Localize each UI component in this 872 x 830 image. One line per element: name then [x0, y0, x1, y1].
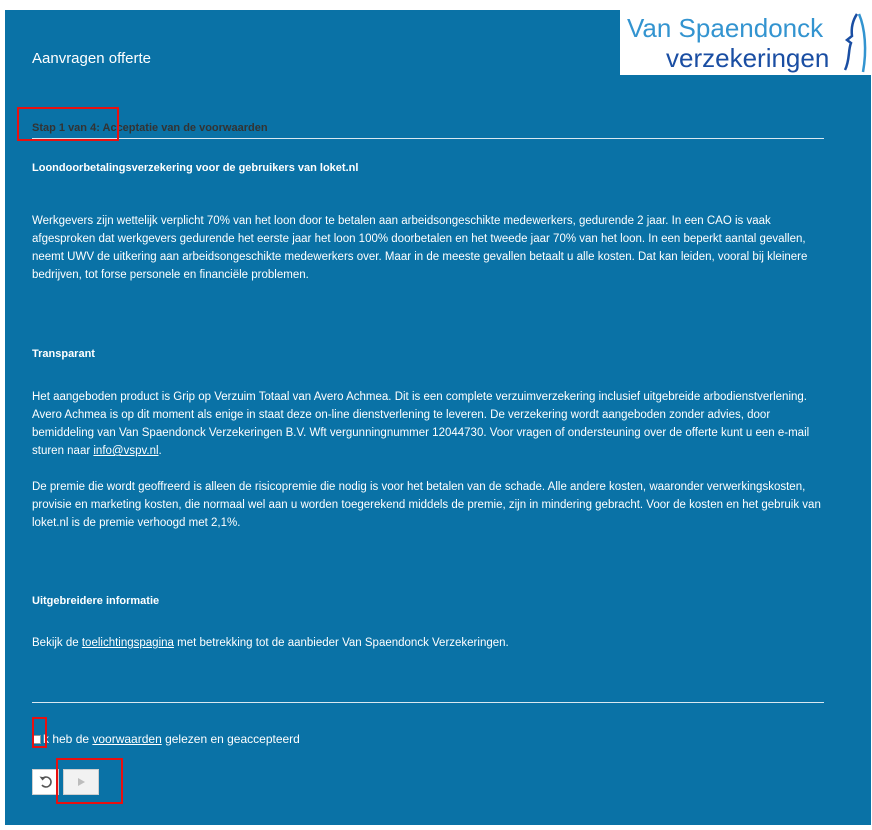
- terms-row: [32, 732, 300, 746]
- explanation-page-link[interactable]: toelichtingspagina: [81, 637, 174, 649]
- logo-line2: verzekeringen: [666, 43, 830, 73]
- back-button[interactable]: [32, 769, 59, 795]
- highlight-step: [17, 107, 119, 141]
- divider-bottom: [32, 702, 824, 703]
- step-indicator: Stap 1 van 4: Acceptatie van de voorwaarden: [32, 122, 268, 134]
- transparant-text-1: Het aangeboden product is Grip op Verzuim Totaal van Avero Achmea. Dit is een complete verzuimverzekering inclusief uitgebreide arbodienstverlening. Avero Achmea is op dit moment als enige in staat deze on-line dienstverlening te leveren. De verzekering wordt aangeboden zonder advies, door bemiddeling van Van Spaendonck Verzekeringen B.V. Wft vergunningnummer 12044730. Voor vragen of ondersteuning over de offerte kunt u een e-mail sturen naar: [32, 391, 810, 457]
- highlight-next-button: [56, 758, 123, 804]
- transparant-heading: Transparant: [32, 348, 95, 360]
- logo-line1: Van Spaendonck: [627, 13, 824, 43]
- info-paragraph: [32, 634, 832, 652]
- info-heading: Uitgebreidere informatie: [32, 595, 160, 607]
- profile-face-icon: [841, 10, 871, 75]
- terms-label-after: gelezen en geaccepteerd: [161, 732, 300, 746]
- transparant-paragraph-2: De premie die wordt geoffreerd is alleen de risicopremie die nodig is voor het betalen van de schade. Alle andere kosten, waaronder verwerkingskosten, provisie en marketing kosten, die normaal wel aan u worden toegerekend middels de premie, zijn in mindering gebracht. Voor de kosten en het gebruik van loket.nl is de premie verhoogd met 2,1%.: [32, 481, 821, 529]
- info-text-after: met betrekking tot de aanbieder Van Spaendonck Verzekeringen.: [173, 637, 509, 649]
- logo: [620, 10, 871, 75]
- intro-heading: Loondoorbetalingsverzekering voor de gebruikers van loket.nl: [32, 162, 359, 174]
- undo-icon: [39, 775, 53, 789]
- terms-link[interactable]: voorwaarden: [92, 732, 162, 746]
- transparant-paragraph-1: [32, 388, 832, 460]
- transparant-text-1-end: .: [158, 445, 162, 457]
- intro-text: Werkgevers zijn wettelijk verplicht 70% van het loon door te betalen aan arbeidsongeschikte medewerkers, gedurende 2 jaar. In een CAO is vaak afgesproken dat werkgevers gedurende het eerste jaar het loon 100% doorbetalen en het tweede jaar 70% van het loon. In een beperkt aantal gevallen, neemt UWV de uitkering aan arbeidsongeschikte medewerkers over. Maar in de meeste gevallen betaalt u alle kosten. Dat kan leiden, vooral bij kleinere bedrijven, tot forse personele en financiële problemen.: [32, 215, 808, 281]
- divider-top: [32, 138, 824, 139]
- terms-label-before: k heb de: [43, 732, 93, 746]
- page-title: Aanvragen offerte: [32, 50, 151, 67]
- offer-panel: [5, 10, 871, 825]
- highlight-checkbox: [32, 717, 47, 748]
- email-link[interactable]: info@vspv.nl: [93, 445, 159, 457]
- info-text-before: Bekijk de: [32, 637, 82, 649]
